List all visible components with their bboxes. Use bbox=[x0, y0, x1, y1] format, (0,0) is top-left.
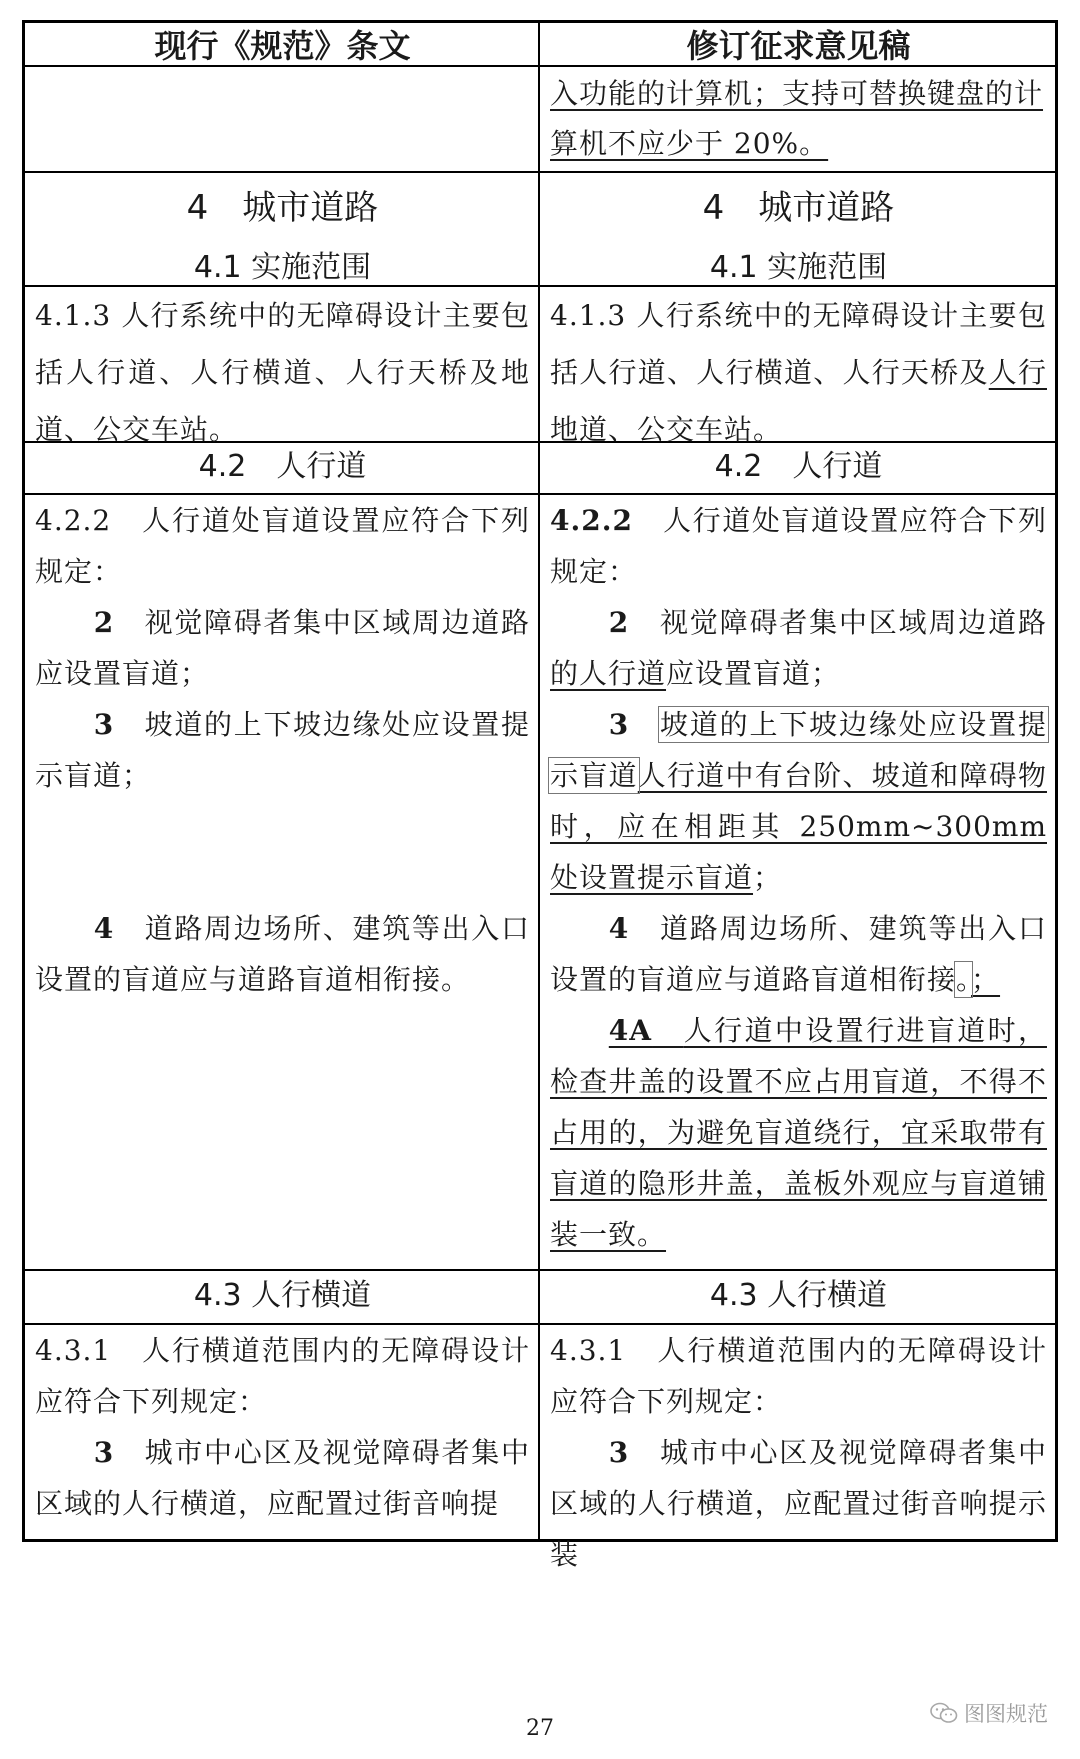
item-text-end: 应设置盲道； bbox=[666, 657, 841, 690]
item-deleted-text: 。 bbox=[956, 963, 972, 996]
item-text: 道路周边场所、建筑等出入口设置的盲道应与道路盲道相衔接 bbox=[550, 912, 1047, 996]
clause-4-2-2-item-2 bbox=[550, 597, 1047, 699]
header-current-clause: 现行《规范》条文 bbox=[25, 23, 540, 65]
clause-4-3-1-item-3 bbox=[550, 1427, 1047, 1580]
section-4-right bbox=[540, 173, 1055, 285]
item-number: 4 bbox=[608, 912, 630, 945]
clause-4-2-2-row bbox=[25, 495, 1055, 1271]
item-text: 坡道的上下坡边缘处应设置提示盲道； bbox=[35, 708, 530, 792]
clause-4-3-1-row bbox=[25, 1325, 1055, 1571]
section-4-2-row bbox=[25, 443, 1055, 495]
item-added-text: ； bbox=[971, 963, 1001, 996]
clause-4-2-2-intro bbox=[550, 495, 1047, 597]
clause-4-2-2-item-3 bbox=[550, 699, 1047, 903]
clause-4-2-2-item-4a bbox=[550, 1005, 1047, 1260]
item-text: 城市中心区及视觉障碍者集中区域的人行横道，应配置过街音响提示装 bbox=[550, 1436, 1047, 1571]
item-text-end: ； bbox=[753, 861, 783, 894]
item-text: 视觉障碍者集中区域周边道路 bbox=[659, 606, 1047, 639]
item-number: 3 bbox=[608, 708, 630, 741]
clause-4-2-2-item-3 bbox=[35, 699, 530, 801]
clause-intro-text: 人行道处盲道设置应符合下列规定： bbox=[550, 504, 1047, 588]
item-added-text: 的人行道 bbox=[550, 657, 667, 690]
item-number: 2 bbox=[93, 606, 115, 639]
clause-4-1-3-left bbox=[25, 287, 540, 446]
continuation-line-1: 入功能的计算机；支持可替换键盘的计 bbox=[550, 77, 1044, 110]
item-added-text: 人行道中有台阶、坡道和障碍物时，应在相距其 250mm~300mm 处设置提示盲道 bbox=[550, 759, 1047, 894]
header-revision-draft: 修订征求意见稿 bbox=[686, 27, 911, 65]
section-4-3-row bbox=[25, 1271, 1055, 1325]
clause-4-3-1-left bbox=[25, 1325, 540, 1539]
item-number: 2 bbox=[608, 606, 630, 639]
clause-4-1-3-added-text: 人行 bbox=[988, 356, 1047, 389]
section-4-title: 4 城市道路 bbox=[186, 188, 379, 228]
section-4-2-title: 4.2 人行道 bbox=[714, 449, 883, 484]
clause-4-2-2-right bbox=[540, 495, 1055, 1269]
clause-4-1-3-row bbox=[25, 287, 1055, 446]
item-number: 4A bbox=[608, 1014, 653, 1047]
item-number: 3 bbox=[93, 1436, 115, 1469]
comparison-table bbox=[22, 20, 1058, 1571]
watermark-text: 图图规范 bbox=[964, 1702, 1048, 1726]
continuation-line-2: 算机不应少于 20%。 bbox=[550, 127, 829, 160]
item-text: 城市中心区及视觉障碍者集中区域的人行横道，应配置过街音响提 bbox=[35, 1436, 530, 1520]
item-added-text: 人行道中设置行进盲道时，检查井盖的设置不应占用盲道，不得不占用的，为避免盲道绕行，宜采取带有盲道的隐形井盖，盖板外观应与盲道铺装一致。 bbox=[550, 1014, 1047, 1251]
item-number: 3 bbox=[93, 708, 115, 741]
section-4-row bbox=[25, 173, 1055, 287]
section-4-3-title: 4.3 人行横道 bbox=[193, 1278, 372, 1313]
section-4-2-title: 4.2 人行道 bbox=[198, 449, 367, 484]
section-4-3-left bbox=[25, 1271, 540, 1323]
section-4-1-title: 4.1 实施范围 bbox=[193, 250, 372, 285]
continuation-row bbox=[25, 67, 1055, 173]
clause-4-3-1-intro: 4.3.1 人行横道范围内的无障碍设计应符合下列规定： bbox=[550, 1334, 1047, 1418]
section-4-2-left bbox=[25, 443, 540, 493]
section-4-3-right bbox=[540, 1271, 1055, 1323]
section-4-left bbox=[25, 173, 540, 285]
clause-4-2-2-item-2 bbox=[35, 597, 530, 699]
continuation-left-empty bbox=[25, 67, 540, 171]
section-4-3-title: 4.3 人行横道 bbox=[709, 1278, 888, 1313]
clause-4-2-2-item-4 bbox=[550, 903, 1047, 1005]
clause-4-2-2-intro: 4.2.2 人行道处盲道设置应符合下列规定： bbox=[35, 504, 530, 588]
clause-4-3-1-right bbox=[540, 1325, 1055, 1571]
page-number: 27 bbox=[526, 1716, 554, 1741]
clause-number: 4.2.2 bbox=[550, 504, 633, 537]
item-number: 4 bbox=[93, 912, 115, 945]
clause-4-2-2-left bbox=[25, 495, 540, 1269]
clause-4-1-3-right bbox=[540, 287, 1055, 446]
continuation-right bbox=[540, 67, 1055, 171]
wechat-icon bbox=[930, 1702, 958, 1724]
spacer bbox=[35, 801, 530, 903]
clause-4-1-3-text-a: 4.1.3 人行系统中的无障碍设计主要包括人行道、人行横道、人行天桥及 bbox=[550, 299, 1047, 389]
table-header-row bbox=[25, 23, 1055, 67]
clause-4-3-1-intro: 4.3.1 人行横道范围内的无障碍设计应符合下列规定： bbox=[35, 1334, 530, 1418]
item-number: 3 bbox=[608, 1436, 630, 1469]
item-text: 道路周边场所、建筑等出入口设置的盲道应与道路盲道相衔接。 bbox=[35, 912, 530, 996]
clause-4-2-2-item-4 bbox=[35, 903, 530, 1005]
item-deleted-text: 坡道的上下坡边缘处应设置提示盲道 bbox=[550, 708, 1047, 792]
section-4-title: 4 城市道路 bbox=[702, 188, 895, 228]
clause-4-3-1-item-3 bbox=[35, 1427, 530, 1529]
clause-4-1-3-text: 4.1.3 人行系统中的无障碍设计主要包括人行道、人行横道、人行天桥及地道、公交车站。 bbox=[35, 299, 530, 446]
section-4-1-title: 4.1 实施范围 bbox=[709, 250, 888, 285]
item-text: 视觉障碍者集中区域周边道路应设置盲道； bbox=[35, 606, 530, 690]
watermark bbox=[930, 1698, 1048, 1728]
section-4-2-right bbox=[540, 443, 1055, 493]
clause-4-1-3-text-b: 地道、公交车站。 bbox=[550, 413, 783, 446]
